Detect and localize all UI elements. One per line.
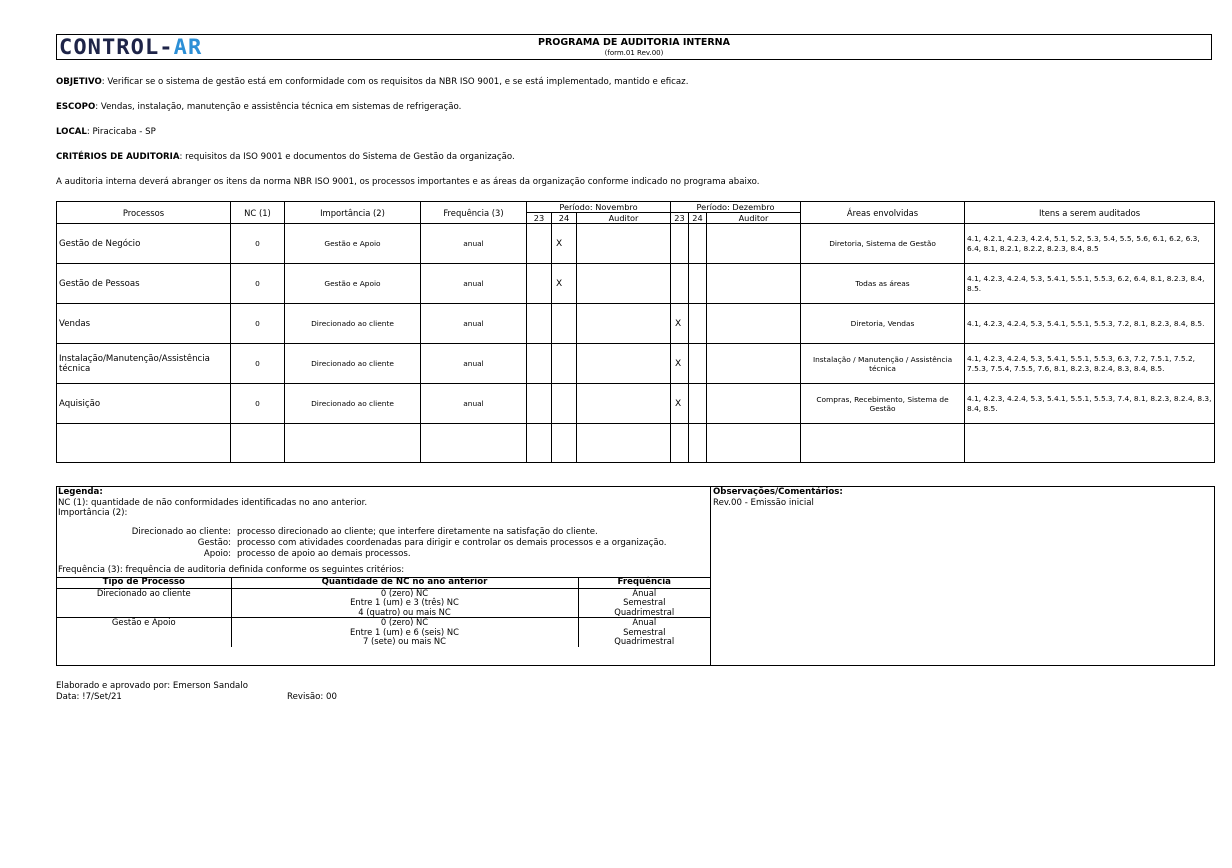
criterios-paragraph <box>56 152 515 162</box>
cell-dez-24 <box>689 224 707 264</box>
header-nov-auditor: Auditor <box>577 213 671 224</box>
cell-nc: 0 <box>231 304 285 344</box>
cell-dez-auditor <box>707 384 801 424</box>
document-header <box>56 34 1212 60</box>
cell-nov-23 <box>527 304 552 344</box>
cell-importancia: Direcionado ao cliente <box>285 384 421 424</box>
freq-value-line: Quadrimestral <box>614 606 675 617</box>
cell-frequencia: anual <box>421 344 527 384</box>
cell-nov-24: X <box>552 264 577 304</box>
cell-nov-24: X <box>552 224 577 264</box>
cell-dez-24 <box>689 424 707 463</box>
revision-number: Revisão: 00 <box>287 692 337 702</box>
cell-itens: 4.1, 4.2.1, 4.2.3, 4.2.4, 5.1, 5.2, 5.3, 5.4, 5.5, 5.6, 6.1, 6.2, 6.3, 6.4, 8.1, 8.2.1, 8.2.2, 8.2.3, 8.4, 8.5 <box>965 224 1215 264</box>
freq-header-qtd: Quantidade de NC no ano anterior <box>231 578 578 589</box>
cell-nov-24 <box>552 304 577 344</box>
legend-nc-line: NC (1): quantidade de não conformidades identificadas no ano anterior. <box>58 497 368 508</box>
legend-divider <box>710 487 711 665</box>
objetivo-text: : Verificar se o sistema de gestão está em conformidade com os requisitos da NBR ISO 9001, e se está implementado, mantido e eficaz. <box>101 77 689 87</box>
cell-nov-auditor <box>577 384 671 424</box>
cell-dez-24 <box>689 264 707 304</box>
cell-itens <box>965 424 1215 463</box>
cell-areas: Instalação / Manutenção / Assistência técnica <box>801 344 965 384</box>
escopo-label: ESCOPO <box>56 102 96 112</box>
freq-tipo-text: Direcionado ao cliente <box>96 587 191 598</box>
table-row <box>57 264 1215 304</box>
header-nc: NC (1) <box>231 202 285 224</box>
cell-itens: 4.1, 4.2.3, 4.2.4, 5.3, 5.4.1, 5.5.1, 5.5.3, 6.2, 6.4, 8.1, 8.2.3, 8.4, 8.5. <box>965 264 1215 304</box>
header-dez-day-23: 23 <box>671 213 689 224</box>
header-dez-auditor: Auditor <box>707 213 801 224</box>
legend-apoio-label: Apoio: <box>203 549 231 559</box>
cell-dez-auditor <box>707 304 801 344</box>
cell-dez-23: X <box>671 344 689 384</box>
freq-header-tipo: Tipo de Processo <box>57 578 231 589</box>
freq-qtd-line: 0 (zero) NC <box>380 617 429 627</box>
freq-value-line: Anual <box>632 587 657 598</box>
cell-dez-23 <box>671 264 689 304</box>
legend-box <box>56 486 1215 666</box>
freq-tipo <box>57 588 231 618</box>
cell-itens: 4.1, 4.2.3, 4.2.4, 5.3, 5.4.1, 5.5.1, 5.5.3, 7.2, 8.1, 8.2.3, 8.4, 8.5. <box>965 304 1215 344</box>
freq-value <box>578 618 710 647</box>
cell-dez-23 <box>671 224 689 264</box>
freq-qtd-line: 4 (quatro) ou mais NC <box>358 606 451 617</box>
cell-dez-23 <box>671 424 689 463</box>
header-periodo-novembro: Período: Novembro <box>527 202 671 213</box>
freq-qtd-line: Entre 1 (um) e 6 (seis) NC <box>350 626 459 637</box>
cell-processo: Gestão de Pessoas <box>57 264 231 304</box>
logo-text: CONTROL- <box>59 35 174 59</box>
document-title: PROGRAMA DE AUDITORIA INTERNA <box>538 37 730 48</box>
table-row <box>57 224 1215 264</box>
freq-group-row <box>57 588 710 618</box>
cell-nov-auditor <box>577 424 671 463</box>
cell-nov-24 <box>552 344 577 384</box>
cell-areas <box>801 424 965 463</box>
local-label: LOCAL <box>56 127 87 137</box>
cell-processo: Vendas <box>57 304 231 344</box>
freq-qtd-line: 0 (zero) NC <box>380 587 429 598</box>
criterios-text: : requisitos da ISO 9001 e documentos do Sistema de Gestão da organização. <box>179 152 515 162</box>
legend-dir-label: Direcionado ao cliente: <box>131 527 231 537</box>
cell-importancia: Gestão e Apoio <box>285 224 421 264</box>
cell-nov-24 <box>552 424 577 463</box>
cell-nov-23 <box>527 224 552 264</box>
header-itens: Itens a serem auditados <box>965 202 1215 224</box>
cell-nov-23 <box>527 424 552 463</box>
cell-dez-auditor <box>707 344 801 384</box>
objetivo-label: OBJETIVO <box>56 77 102 87</box>
header-nov-day-24: 24 <box>552 213 577 224</box>
objetivo-paragraph <box>56 77 688 87</box>
cell-dez-23: X <box>671 384 689 424</box>
document-date: Data: !7/Set/21 <box>56 692 122 702</box>
cell-dez-auditor <box>707 224 801 264</box>
header-processos: Processos <box>57 202 231 224</box>
frequency-criteria-table <box>57 577 710 647</box>
cell-dez-auditor <box>707 424 801 463</box>
cell-dez-23: X <box>671 304 689 344</box>
cell-nov-24 <box>552 384 577 424</box>
freq-value-line: Semestral <box>623 597 666 607</box>
legend-title: Legenda: <box>58 487 103 497</box>
cell-areas: Compras, Recebimento, Sistema de Gestão <box>801 384 965 424</box>
freq-value-line: Quadrimestral <box>614 636 675 646</box>
table-row <box>57 344 1215 384</box>
cell-areas: Diretoria, Sistema de Gestão <box>801 224 965 264</box>
cell-nov-23 <box>527 344 552 384</box>
cell-importancia: Gestão e Apoio <box>285 264 421 304</box>
cell-processo: Aquisição <box>57 384 231 424</box>
freq-value <box>578 588 710 618</box>
legend-apoio-text: processo de apoio ao demais processos. <box>237 549 411 559</box>
freq-tipo-text: Gestão e Apoio <box>111 617 176 627</box>
audit-program-table <box>56 201 1215 463</box>
legend-importancia-line: Importância (2): <box>58 508 128 518</box>
cell-nc: 0 <box>231 264 285 304</box>
table-row <box>57 384 1215 424</box>
cell-areas: Todas as áreas <box>801 264 965 304</box>
cell-processo <box>57 424 231 463</box>
cell-importancia <box>285 424 421 463</box>
cell-nov-auditor <box>577 344 671 384</box>
cell-dez-24 <box>689 384 707 424</box>
cell-nov-23 <box>527 264 552 304</box>
freq-qtd <box>231 618 578 647</box>
criterios-label: CRITÉRIOS DE AUDITORIA <box>56 152 180 162</box>
freq-tipo <box>57 618 231 647</box>
legend-gestao-label: Gestão: <box>197 538 231 548</box>
header-areas: Áreas envolvidas <box>801 202 965 224</box>
cell-frequencia: anual <box>421 384 527 424</box>
cell-importancia: Direcionado ao cliente <box>285 344 421 384</box>
header-periodo-dezembro: Período: Dezembro <box>671 202 801 213</box>
cell-importancia: Direcionado ao cliente <box>285 304 421 344</box>
cell-frequencia: anual <box>421 224 527 264</box>
table-row <box>57 304 1215 344</box>
cell-processo: Gestão de Negócio <box>57 224 231 264</box>
scope-note: A auditoria interna deverá abranger os itens da norma NBR ISO 9001, os processos importantes e as áreas da organização conforme indicado no programa abaixo. <box>56 177 760 187</box>
cell-nc: 0 <box>231 344 285 384</box>
table-row-empty <box>57 424 1215 463</box>
cell-itens: 4.1, 4.2.3, 4.2.4, 5.3, 5.4.1, 5.5.1, 5.5.3, 6.3, 7.2, 7.5.1, 7.5.2, 7.5.3, 7.5.4, 7.5.5, 7.6, 8.1, 8.2.3, 8.2.4, 8.3, 8.4, 8.5. <box>965 344 1215 384</box>
elaborado-por: Elaborado e aprovado por: Emerson Sandalo <box>56 681 248 691</box>
cell-nov-auditor <box>577 304 671 344</box>
cell-itens: 4.1, 4.2.3, 4.2.4, 5.3, 5.4.1, 5.5.1, 5.5.3, 7.4, 8.1, 8.2.3, 8.2.4, 8.3, 8.4, 8.5. <box>965 384 1215 424</box>
cell-nc <box>231 424 285 463</box>
cell-nov-23 <box>527 384 552 424</box>
header-dez-day-24: 24 <box>689 213 707 224</box>
local-text: : Piracicaba - SP <box>86 127 156 137</box>
legend-gestao-text: processo com atividades coordenadas para dirigir e controlar os demais processos e a organização. <box>237 538 667 548</box>
local-paragraph <box>56 127 156 137</box>
header-importancia: Importância (2) <box>285 202 421 224</box>
escopo-text: : Vendas, instalação, manutenção e assistência técnica em sistemas de refrigeração. <box>95 102 462 112</box>
cell-frequencia <box>421 424 527 463</box>
cell-areas: Diretoria, Vendas <box>801 304 965 344</box>
cell-processo: Instalação/Manutenção/Assistência técnica <box>57 344 231 384</box>
cell-nov-auditor <box>577 224 671 264</box>
cell-nc: 0 <box>231 384 285 424</box>
logo-accent-text: AR <box>173 35 203 59</box>
header-nov-day-23: 23 <box>527 213 552 224</box>
cell-dez-auditor <box>707 264 801 304</box>
cell-frequencia: anual <box>421 304 527 344</box>
cell-nc: 0 <box>231 224 285 264</box>
freq-qtd-line: 7 (sete) ou mais NC <box>363 636 446 646</box>
observacoes-title: Observações/Comentários: <box>713 487 843 497</box>
freq-header-freq: Freqüência <box>578 578 710 589</box>
legend-freq-line: Frequência (3): frequência de auditoria definida conforme os seguintes critérios: <box>58 565 405 575</box>
freq-value-line: Semestral <box>623 626 666 637</box>
header-frequencia: Frequência (3) <box>421 202 527 224</box>
cell-frequencia: anual <box>421 264 527 304</box>
freq-qtd-line: Entre 1 (um) e 3 (três) NC <box>350 597 459 607</box>
escopo-paragraph <box>56 102 461 112</box>
cell-nov-auditor <box>577 264 671 304</box>
freq-value-line: Anual <box>632 617 657 627</box>
form-code: (form.01 Rev.00) <box>604 49 664 57</box>
legend-dir-text: processo direcionado ao cliente; que interfere diretamente na satisfação do cliente. <box>237 527 598 537</box>
freq-group-row <box>57 618 710 647</box>
cell-dez-24 <box>689 344 707 384</box>
cell-dez-24 <box>689 304 707 344</box>
observacoes-text: Rev.00 - Emissão inicial <box>713 497 814 508</box>
freq-qtd <box>231 588 578 618</box>
